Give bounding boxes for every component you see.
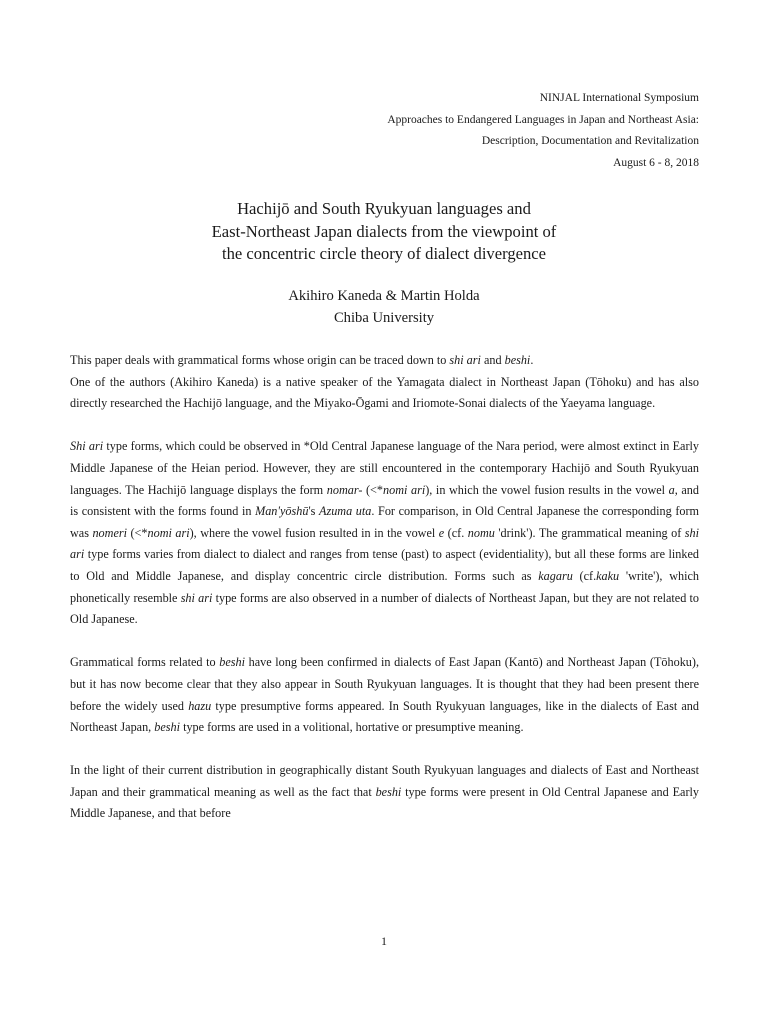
italic-term: a xyxy=(668,482,675,497)
italic-term: shi ari xyxy=(180,590,213,605)
text-run: 's xyxy=(308,504,320,519)
text-run: (cf. xyxy=(572,568,597,583)
italic-term: beshi xyxy=(504,353,531,367)
author-block xyxy=(0,285,768,329)
paper-body xyxy=(70,350,699,825)
paragraph-intro xyxy=(70,350,699,372)
paragraph-shi-ari xyxy=(70,436,699,630)
italic-term: shi ari xyxy=(449,353,481,367)
italic-term: Shi ari xyxy=(70,439,104,454)
text-run: type forms were present in Old Central Japanese and Early Middle Japanese, and that before xyxy=(70,784,699,821)
title-line-2: East-Northeast Japan dialects from the viewpoint of xyxy=(211,221,557,241)
paragraph-distribution xyxy=(70,760,699,825)
italic-term: Man'yōshū xyxy=(255,504,309,519)
text-run: type forms, which could be observed in *Old Central Japanese language of the Nara period, were almost extinct in Early Middle Japanese of the Heian period. However, they are still encountered in the contemporary Hachijō and South Ryukyuan languages. The Hachijō language displays the form xyxy=(70,439,699,497)
italic-term: Azuma uta xyxy=(319,504,372,519)
author-affiliation: Chiba University xyxy=(333,310,435,326)
italic-term: beshi xyxy=(375,784,402,799)
text-run: . xyxy=(530,353,534,367)
italic-term: nomi ari xyxy=(147,525,190,540)
text-run: 'drink'). The grammatical meaning of xyxy=(494,525,685,540)
text-run: type forms are used in a volitional, hortative or presumptive meaning. xyxy=(180,720,524,735)
italic-term: nomu xyxy=(467,525,495,540)
header-line-approaches: Approaches to Endangered Languages in Japan and Northeast Asia: xyxy=(387,113,699,126)
text-run: type presumptive forms appeared. In South Ryukyuan languages, like in the dialects of East and Northeast Japan, xyxy=(70,698,699,735)
text-run: ), where the vowel fusion resulted in in the vowel xyxy=(189,525,439,540)
header-line-symposium: NINJAL International Symposium xyxy=(539,92,699,104)
text-run: One of the authors (Akihiro Kaneda) is a native speaker of the Yamagata dialect in Northeast Japan (Tōhoku) and has also directly researched the Hachijō language, and the Miyako-Ōgami and Iriomote-Sonai dialects of the Yaeyama language. xyxy=(70,374,699,411)
italic-term: e xyxy=(438,525,445,540)
title-line-3: the concentric circle theory of dialect divergence xyxy=(221,244,547,263)
italic-term: nomeri xyxy=(92,525,127,540)
text-run: (<* xyxy=(126,525,148,540)
header-line-description: Description, Documentation and Revitalization xyxy=(481,135,699,148)
text-run: Grammatical forms related to xyxy=(70,655,220,670)
text-run: have long been confirmed in dialects of East Japan (Kantō) and Northeast Japan (Tōhoku), but it has now become clear that they also appear in South Ryukyuan languages. It is thought that they had been present there before the widely used xyxy=(70,655,699,713)
text-run: ), in which the vowel fusion results in the vowel xyxy=(425,482,669,497)
page-number: 1 xyxy=(381,934,387,948)
author-names: Akihiro Kaneda & Martin Holda xyxy=(288,288,480,304)
text-run: , and is consistent with the forms found in xyxy=(70,482,699,519)
text-run: (cf. xyxy=(444,525,468,540)
text-run: type forms are also observed in a number of dialects of Northeast Japan, but they are not related to Old Japanese. xyxy=(70,590,699,627)
text-run: In the light of their current distribution in geographically distant South Ryukyuan languages and dialects of East and Northeast Japan and their grammatical meaning as well as the fact that xyxy=(70,763,699,799)
paper-title xyxy=(0,198,768,266)
symposium-header xyxy=(387,88,699,175)
italic-term: kaku xyxy=(596,568,620,583)
header-line-date: August 6 - 8, 2018 xyxy=(613,157,699,170)
paragraph-authors-background xyxy=(70,372,699,415)
text-run: . For comparison, in Old Central Japanese the corresponding form was xyxy=(70,504,700,540)
italic-term: hazu xyxy=(188,698,212,713)
text-run: (<* xyxy=(362,482,384,497)
text-run: This paper deals with grammatical forms whose origin can be traced down to xyxy=(70,353,450,367)
italic-term: shi ari xyxy=(70,525,700,562)
text-run: and xyxy=(480,353,505,367)
text-run: type forms varies from dialect to dialect and ranges from tense (past) to aspect (evidentiality), but all these forms are linked to Old and Middle Japanese, and display concentric circle distribution. Forms such as xyxy=(70,547,699,583)
title-line-1: Hachijō and South Ryukyuan languages and xyxy=(237,199,531,218)
italic-term: beshi xyxy=(219,655,245,670)
italic-term: nomi ari xyxy=(383,482,426,497)
paragraph-beshi xyxy=(70,652,699,738)
italic-term: kagaru xyxy=(538,568,573,583)
italic-term: beshi xyxy=(154,720,181,735)
text-run: 'write'), which phonetically resemble xyxy=(70,568,699,605)
italic-term: nomar- xyxy=(326,482,363,497)
